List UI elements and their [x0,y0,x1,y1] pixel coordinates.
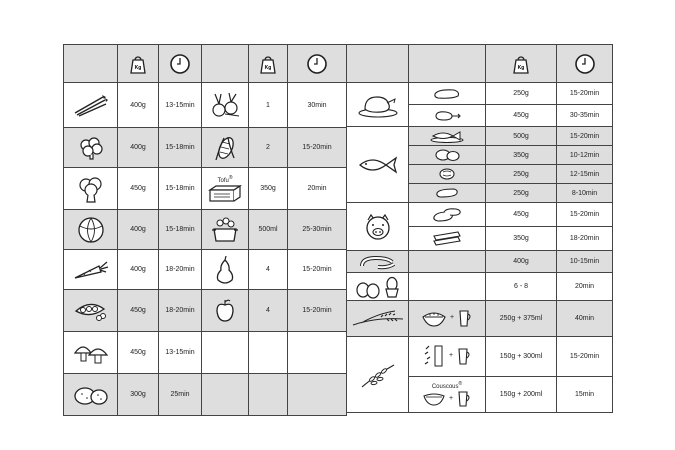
sub-cell [409,83,486,105]
weight-cell: 150g + 200ml [486,377,557,413]
sub-cell [409,127,486,146]
time-cell-2: 20min [288,168,347,210]
time-cell: 30-35min [557,105,613,127]
sub-cell [409,301,486,337]
weight-cell: 450g [118,290,159,332]
weight-cell-2: 1 [249,83,288,128]
time-cell: 12-15min [557,165,613,184]
food-cell [64,83,118,128]
time-cell: 40min [557,301,613,337]
kg-text: Kg [517,64,525,71]
time-cell: 25min [159,374,202,416]
empty-cell [288,374,347,416]
time-cell: 15min [557,377,613,413]
time-cell-2: 30min [288,83,347,128]
clock-icon [306,53,328,75]
food-cell [64,332,118,374]
fish-fillet-icon [434,187,460,199]
weight-cell: 450g [486,105,557,127]
sub-cell [409,165,486,184]
registered-mark: ® [228,174,233,181]
food-cell [64,128,118,168]
weight-cell: 250g [486,83,557,105]
time-cell-2: 15-20min [288,250,347,290]
weight-cell-2: 350g [249,168,288,210]
sub-cell [409,105,486,127]
time-cell: 15-18min [159,210,202,250]
empty-sub-cell [409,251,486,273]
sausage-icon [358,254,398,270]
shellfish-icon [437,167,457,181]
apple-icon [214,298,236,324]
weight-cell: 400g [118,128,159,168]
header-weight-2 [249,45,288,83]
weight-cell: 500g [486,127,557,146]
header-weight [118,45,159,83]
food-cell-2 [202,210,249,250]
weight-cell: 350g [486,146,557,165]
header-time [159,45,202,83]
weight-cell-2: 4 [249,250,288,290]
mushroom-icon [73,341,109,365]
time-cell-2: 15-20min [288,128,347,168]
weight-cell-2: 2 [249,128,288,168]
time-cell: 18-20min [159,290,202,332]
food-cell [64,374,118,416]
whole-fish-icon [429,129,465,143]
water-jug-icon [457,308,473,328]
asparagus-icon [73,93,109,117]
time-cell: 13-15min [159,332,202,374]
registered-mark: ® [458,380,463,387]
kg-weight-icon [128,54,148,74]
kg-text: Kg [134,64,142,71]
right-cooking-table [346,44,613,413]
plus-sign: + [449,314,455,321]
weight-cell: 400g [118,250,159,290]
group-cell [347,337,409,413]
rice-bowl-icon [421,308,447,328]
weight-cell: 6 - 8 [486,273,557,301]
pot-icon [210,215,240,245]
rice-plant-icon [351,309,405,329]
beetroot-icon [209,92,241,118]
corn-icon [210,134,240,162]
empty-sub-cell [409,273,486,301]
food-cell-2 [202,290,249,332]
roast-chicken-icon [357,91,399,119]
pork-chop-icon [430,206,464,224]
time-cell: 18-20min [557,227,613,251]
pork-ribs-icon [430,230,464,248]
plus-sign: + [448,395,454,402]
weight-cell-2: 4 [249,290,288,332]
food-cell [64,290,118,332]
weight-cell: 450g [118,332,159,374]
pear-icon [214,255,236,285]
food-cell-2 [202,250,249,290]
weight-cell: 450g [486,203,557,227]
pig-icon [363,213,393,241]
chicken-breast-icon [432,87,462,101]
time-cell: 15-20min [557,337,613,377]
time-cell: 15-20min [557,127,613,146]
weight-cell: 350g [486,227,557,251]
sub-cell [409,377,486,413]
fish-icon [356,155,400,175]
plus-sign: + [448,352,454,359]
weight-cell-2: 500ml [249,210,288,250]
weight-cell: 400g [486,251,557,273]
time-cell: 8-10min [557,184,613,203]
cabbage-icon [76,216,106,244]
weight-cell: 400g [118,210,159,250]
water-jug-icon [456,346,472,366]
weight-cell: 450g [118,168,159,210]
weight-cell: 250g [486,165,557,184]
group-cell [347,251,409,273]
empty-cell [288,332,347,374]
empty-cell [249,332,288,374]
group-cell [347,203,409,251]
rice-bowl-plus-water-icon [421,308,473,328]
header-time-2 [288,45,347,83]
time-cell: 15-18min [159,128,202,168]
food-cell [64,168,118,210]
potato-icon [73,384,109,406]
clock-icon [574,53,596,75]
food-cell [64,210,118,250]
tofu-icon [208,184,242,202]
group-cell [347,273,409,301]
clock-icon [169,53,191,75]
time-cell: 15-18min [159,168,202,210]
eggs-icon [355,275,401,299]
time-cell: 13-15min [159,83,202,128]
time-cell-2: 25-30min [288,210,347,250]
sub-cell [409,146,486,165]
left-cooking-table [63,44,347,416]
kg-text: Kg [264,64,272,71]
header-time [557,45,613,83]
header-blank-2 [202,45,249,83]
time-cell: 10-15min [557,251,613,273]
time-cell: 15-20min [557,83,613,105]
weight-cell: 250g [486,184,557,203]
cauliflower-icon [77,136,105,160]
water-jug-icon [456,390,472,408]
group-cell [347,83,409,127]
carrot-icon [73,260,109,280]
food-cell [64,250,118,290]
empty-cell [202,374,249,416]
weight-cell: 300g [118,374,159,416]
food-cell-2 [202,128,249,168]
weight-cell: 400g [118,83,159,128]
group-cell [347,301,409,337]
fish-steak-icon [432,148,462,162]
food-cell-2 [202,168,249,210]
kg-weight-icon [258,54,278,74]
header-blank [64,45,118,83]
time-cell: 15-20min [557,203,613,227]
tofu-label: Tofu® [217,174,233,184]
couscous-label: Couscous® [431,380,463,390]
couscous-bowl-icon [422,392,446,406]
empty-cell [249,374,288,416]
oats-plus-water-icon [422,343,472,369]
weight-cell: 250g + 375ml [486,301,557,337]
peas-icon [74,301,108,321]
oats-icon [422,343,446,369]
broccoli-icon [77,175,105,203]
wheat-icon [358,361,398,389]
weight-cell: 150g + 300ml [486,337,557,377]
time-cell: 20min [557,273,613,301]
couscous-plus-water-icon [422,390,472,408]
chicken-leg-icon [432,109,462,123]
header-blank [347,45,409,83]
time-cell: 10-12min [557,146,613,165]
empty-cell [202,332,249,374]
food-cell-2 [202,83,249,128]
time-cell-2: 15-20min [288,290,347,332]
sub-cell [409,203,486,227]
sub-cell [409,337,486,377]
header-weight [486,45,557,83]
time-cell: 18-20min [159,250,202,290]
kg-weight-icon [511,54,531,74]
sub-cell [409,227,486,251]
sub-cell [409,184,486,203]
group-cell [347,127,409,203]
header-blank-2 [409,45,486,83]
